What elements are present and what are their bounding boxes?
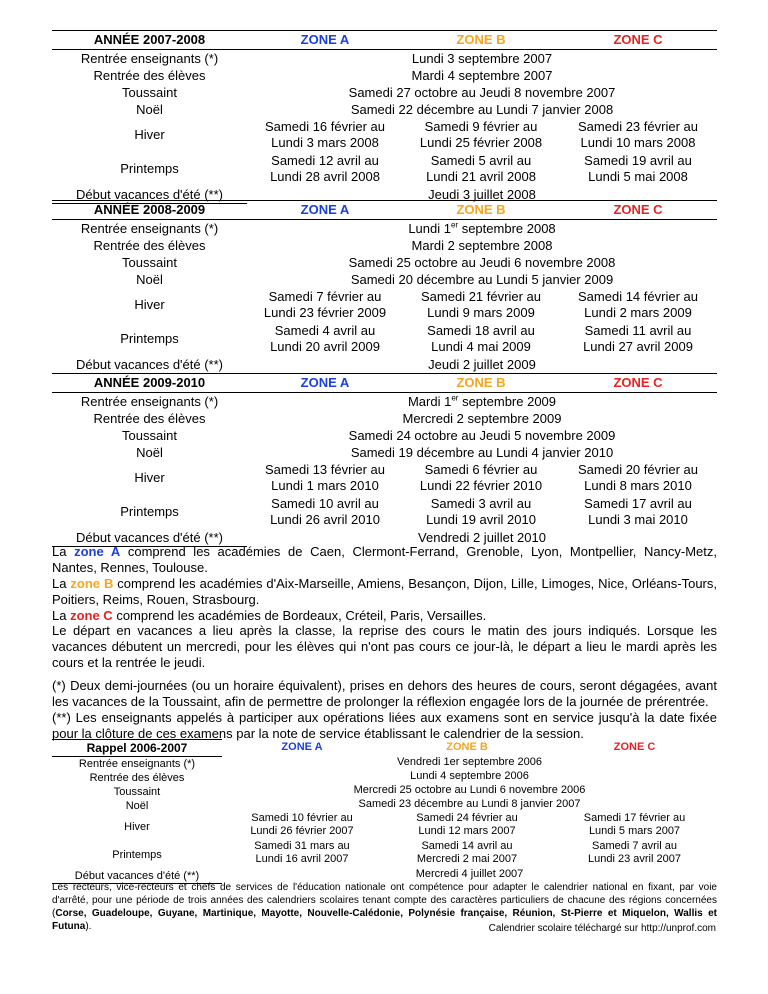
depart-paragraph: Le départ en vacances a lieu après la classe, la reprise des cours le matin des jours indiqués. Lorsque les vacances débutent un mercredi, pour les élèves qui n'ont pas cours ce jour-là, le départ a lieu le mardi après les cours et la rentrée le jeudi. [52, 623, 717, 670]
rentree-eleves-date: Mardi 4 septembre 2007 [411, 68, 553, 83]
label-toussaint: Toussaint [122, 428, 177, 443]
label-toussaint: Toussaint [113, 786, 161, 798]
footnotes [52, 678, 717, 742]
ete-date: Jeudi 2 juillet 2009 [428, 357, 536, 372]
printemps-row [247, 322, 717, 356]
label-noel: Noël [125, 800, 149, 812]
label-rentree-eleves: Rentrée des élèves [93, 238, 206, 253]
label-ete: Début vacances d'été (**) [52, 529, 247, 547]
zone-c-header: ZONE C [613, 202, 663, 217]
zone-data [247, 200, 717, 373]
hiver-zone-b: Samedi 6 février au Lundi 22 février 2010 [419, 462, 543, 493]
hiver-zone-c: Samedi 20 février au Lundi 8 mars 2010 [578, 462, 698, 493]
label-printemps: Printemps [120, 504, 179, 519]
hiver-row [222, 811, 717, 839]
label-toussaint: Toussaint [122, 85, 177, 100]
zone-c-header: ZONE C [613, 375, 663, 390]
ete-date: Jeudi 3 juillet 2008 [428, 187, 536, 202]
zone-a-header: ZONE A [300, 375, 350, 390]
label-noel: Noël [136, 102, 163, 117]
label-rentree-enseignants: Rentrée enseignants (*) [80, 51, 219, 66]
label-hiver: Hiver [134, 127, 165, 142]
toussaint-dates: Mercredi 25 octobre au Lundi 6 novembre 2006 [353, 784, 586, 796]
hiver-zone-a: Samedi 7 février au Lundi 23 février 2009 [263, 289, 387, 320]
footer-paragraph: Les recteurs, vice-recteurs et chefs de services de l'éducation nationale ont compétence pour adapter le calendrier national en fixant, par voie d'arrêté, pour une période de trois années des calendriers scolaires tenant compte des caractères particuliers de chacune des régions concernées (Corse, Guadeloupe, Guyane, Martinique, Mayotte, Nouvelle-Calédonie, Polynésie française, Réunion, St-Pierre et Miquelon, Wallis et Futuna). [52, 882, 717, 932]
rentree-enseignants-date: Lundi 3 septembre 2007 [411, 51, 553, 66]
label-noel: Noël [136, 445, 163, 460]
label-hiver: Hiver [134, 470, 165, 485]
row-labels [52, 30, 247, 204]
label-ete: Début vacances d'été (**) [52, 356, 247, 374]
printemps-row [247, 495, 717, 529]
ete-date: Mercredi 4 juillet 2007 [415, 868, 524, 880]
label-noel: Noël [136, 272, 163, 287]
rentree-eleves-date: Lundi 4 septembre 2006 [410, 770, 529, 782]
toussaint-dates: Samedi 25 octobre au Jeudi 6 novembre 2008 [348, 255, 616, 270]
label-rentree-eleves: Rentrée des élèves [93, 411, 206, 426]
toussaint-dates: Samedi 27 octobre au Jeudi 8 novembre 2007 [348, 85, 616, 100]
zone-data [247, 373, 717, 546]
zone-c-header: ZONE C [613, 741, 656, 753]
row-labels [52, 373, 247, 547]
zone-c-description: La zone C comprend les académies de Bordeaux, Créteil, Paris, Versailles. [52, 608, 487, 623]
zone-data [222, 739, 717, 881]
row-labels [52, 200, 247, 374]
rentree-enseignants-date: Mardi 1er septembre 2009 [407, 393, 557, 409]
noel-dates: Samedi 19 décembre au Lundi 4 janvier 2010 [350, 445, 614, 460]
year-title: ANNÉE 2007-2008 [52, 30, 247, 50]
noel-dates: Samedi 22 décembre au Lundi 7 janvier 2008 [350, 102, 614, 117]
printemps-zone-c: Samedi 7 avril au Lundi 23 avril 2007 [588, 840, 681, 865]
ete-date: Vendredi 2 juillet 2010 [418, 530, 546, 545]
label-printemps: Printemps [120, 161, 179, 176]
printemps-zone-c: Samedi 11 avril au Lundi 27 avril 2009 [583, 323, 693, 354]
footnote-2: (**) Les enseignants appelés à participer aux opérations liées aux examens sont en service jusqu'à la date fixée pour la clôture de ces examens par la note de service établissant le calendrier de la session. [52, 710, 717, 741]
rappel-title: Rappel 2006-2007 [52, 739, 222, 757]
printemps-zone-b: Samedi 3 avril au Lundi 19 avril 2010 [426, 496, 536, 527]
printemps-zone-c: Samedi 19 avril au Lundi 5 mai 2008 [584, 153, 692, 184]
rentree-enseignants-date: Lundi 1er septembre 2008 [408, 220, 556, 236]
printemps-zone-a: Samedi 31 mars au Lundi 16 avril 2007 [254, 840, 350, 865]
hiver-zone-c: Samedi 23 février au Lundi 10 mars 2008 [578, 119, 698, 150]
row-labels [52, 739, 222, 884]
hiver-zone-b: Samedi 9 février au Lundi 25 février 2008 [419, 119, 543, 150]
rentree-eleves-date: Mercredi 2 septembre 2009 [402, 411, 562, 426]
noel-dates: Samedi 20 décembre au Lundi 5 janvier 2009 [350, 272, 614, 287]
zone-header [247, 200, 717, 220]
hiver-row [247, 118, 717, 152]
footnote-1: (*) Deux demi-journées (ou un horaire équivalent), prises en dehors des heures de cours, seront dégagées, avant les vacances de la Toussaint, afin de permettre de prolonger la réflexion engagée lors de la journée de prérentrée. [52, 678, 717, 709]
hiver-zone-c: Samedi 14 février au Lundi 2 mars 2009 [578, 289, 698, 320]
zone-data [247, 30, 717, 203]
download-credit: Calendrier scolaire téléchargé sur http://unprof.com [488, 923, 716, 934]
zone-c-header: ZONE C [613, 32, 663, 47]
zone-b-header: ZONE B [456, 375, 506, 390]
printemps-zone-a: Samedi 12 avril au Lundi 28 avril 2008 [270, 153, 380, 184]
label-toussaint: Toussaint [122, 255, 177, 270]
zone-a-header: ZONE A [300, 202, 350, 217]
hiver-zone-b: Samedi 21 février au Lundi 9 mars 2009 [421, 289, 541, 320]
hiver-zone-a: Samedi 16 février au Lundi 3 mars 2008 [265, 119, 385, 150]
label-rentree-enseignants: Rentrée enseignants (*) [78, 758, 196, 770]
year-title: ANNÉE 2008-2009 [52, 200, 247, 220]
year-title: ANNÉE 2009-2010 [52, 373, 247, 393]
label-printemps: Printemps [120, 331, 179, 346]
label-rentree-eleves: Rentrée des élèves [89, 772, 185, 784]
rentree-eleves-date: Mardi 2 septembre 2008 [411, 238, 553, 253]
zone-header [222, 739, 717, 755]
hiver-row [247, 288, 717, 322]
hiver-zone-b: Samedi 24 février au Lundi 12 mars 2007 [416, 812, 518, 837]
label-rentree-enseignants: Rentrée enseignants (*) [80, 221, 219, 236]
label-ete: Début vacances d'été (**) [52, 186, 247, 204]
zones-description [52, 544, 717, 624]
printemps-row [247, 152, 717, 186]
zone-b-description: La zone B comprend les académies d'Aix-Marseille, Amiens, Besançon, Dijon, Lille, Limoges, Nice, Orléans-Tours, Poitiers, Reims, Rouen, Strasbourg. [52, 576, 717, 607]
rentree-enseignants-date: Vendredi 1er septembre 2006 [397, 756, 542, 768]
label-printemps: Printemps [112, 849, 162, 861]
printemps-zone-b: Samedi 5 avril au Lundi 21 avril 2008 [426, 153, 536, 184]
zone-a-header: ZONE A [281, 741, 323, 753]
printemps-zone-a: Samedi 10 avril au Lundi 26 avril 2010 [270, 496, 380, 527]
hiver-zone-a: Samedi 13 février au Lundi 1 mars 2010 [265, 462, 385, 493]
printemps-zone-a: Samedi 4 avril au Lundi 20 avril 2009 [270, 323, 380, 354]
hiver-zone-c: Samedi 17 février au Lundi 5 mars 2007 [583, 812, 686, 837]
hiver-row [247, 461, 717, 495]
printemps-zone-c: Samedi 17 avril au Lundi 3 mai 2010 [584, 496, 692, 527]
printemps-zone-b: Samedi 14 avril au Mercredi 2 mai 2007 [416, 840, 518, 865]
label-hiver: Hiver [124, 821, 150, 833]
printemps-zone-b: Samedi 18 avril au Lundi 4 mai 2009 [427, 323, 535, 354]
zone-a-header: ZONE A [300, 32, 350, 47]
zone-b-header: ZONE B [456, 32, 506, 47]
zone-header [247, 373, 717, 393]
label-rentree-eleves: Rentrée des élèves [93, 68, 206, 83]
label-hiver: Hiver [134, 297, 165, 312]
hiver-zone-a: Samedi 10 février au Lundi 26 février 2007 [250, 812, 354, 837]
label-rentree-enseignants: Rentrée enseignants (*) [80, 394, 219, 409]
zone-a-description: La zone A comprend les académies de Caen, Clermont-Ferrand, Grenoble, Lyon, Montpellier, Nancy-Metz, Nantes, Rennes, Toulouse. [52, 544, 718, 575]
label-ete: Début vacances d'été (**) [52, 869, 222, 884]
zone-header [247, 30, 717, 50]
printemps-row [222, 839, 717, 867]
noel-dates: Samedi 23 décembre au Lundi 8 janvier 2007 [358, 798, 581, 810]
toussaint-dates: Samedi 24 octobre au Jeudi 5 novembre 2009 [348, 428, 616, 443]
zone-b-header: ZONE B [456, 202, 506, 217]
zone-b-header: ZONE B [446, 741, 488, 753]
